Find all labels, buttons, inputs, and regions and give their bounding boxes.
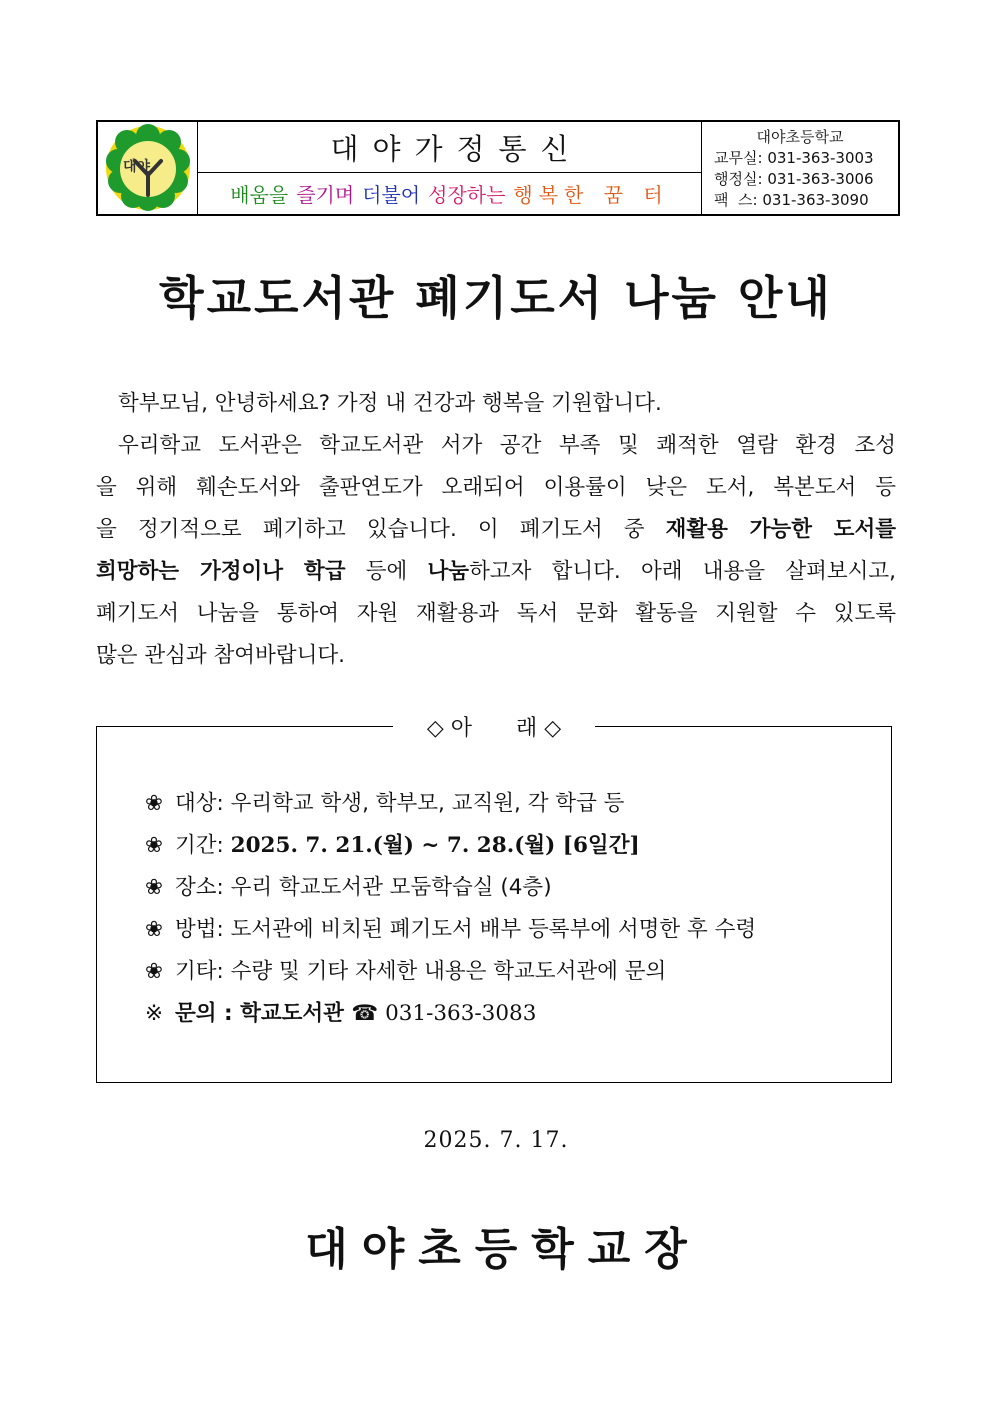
newsletter-header bbox=[96, 120, 900, 216]
contact-row: 행정실: 031-363-3006 bbox=[714, 170, 874, 188]
inquiry-phone: 031-363-3083 bbox=[385, 1001, 537, 1026]
contact-row: 교무실: 031-363-3003 bbox=[714, 149, 874, 167]
contact-info bbox=[702, 122, 898, 214]
motto-word-1: 배움을 bbox=[230, 183, 289, 207]
newsletter-title: 대야가정통신 bbox=[198, 122, 701, 173]
paragraph-line: 희망하는 가정이나 학급 등에 나눔하고자 합니다. 아래 내용을 살펴보시고, bbox=[96, 559, 896, 584]
phone-number: 031-363-3003 bbox=[767, 149, 874, 167]
school-name: 대야초등학교 bbox=[756, 128, 844, 146]
greeting: 학부모님, 안녕하세요? 가정 내 건강과 행복을 기원합니다. bbox=[118, 391, 662, 416]
list-item: ❀ 방법: 도서관에 비치된 폐기도서 배부 등록부에 서명한 후 수령 bbox=[145, 909, 756, 951]
flower-bullet-icon: ❀ bbox=[145, 875, 164, 900]
flower-bullet-icon: ❀ bbox=[145, 833, 164, 858]
list-item: ❀ 기간: 2025. 7. 21.(월) ~ 7. 28.(월) [6일간] bbox=[145, 825, 756, 867]
signature: 대야초등학교장 bbox=[305, 1224, 701, 1275]
paragraph-line: 많은 관심과 참여바랍니다. bbox=[96, 643, 345, 668]
fax-number: 031-363-3090 bbox=[762, 191, 869, 209]
header-title-cell bbox=[198, 122, 702, 214]
paragraph-line: 을 위해 훼손도서와 출판연도가 오래되어 이용률이 낮은 도서, 복본도서 등 bbox=[96, 475, 896, 500]
logo-text: 대야 bbox=[122, 159, 150, 175]
contact-row: 팩 스: 031-363-3090 bbox=[714, 191, 869, 209]
notice-list bbox=[145, 783, 756, 1035]
notice-label: ◇ 아 래 ◇ bbox=[97, 711, 891, 742]
flower-bullet-icon: ❀ bbox=[145, 917, 164, 942]
list-item: ❀ 기타: 수량 및 기타 자세한 내용은 학교도서관에 문의 bbox=[145, 951, 756, 993]
motto-word-5: 행복한 꿈 터 bbox=[513, 183, 669, 207]
school-motto bbox=[198, 173, 701, 214]
reference-mark-icon: ※ bbox=[145, 1001, 164, 1026]
school-logo bbox=[98, 122, 198, 214]
motto-word-3: 더불어 bbox=[362, 183, 421, 207]
paragraph-line: 우리학교 도서관은 학교도서관 서가 공간 부족 및 쾌적한 열람 환경 조성 bbox=[118, 433, 896, 458]
flower-bullet-icon: ❀ bbox=[145, 959, 164, 984]
document-date: 2025. 7. 17. bbox=[423, 1128, 569, 1153]
flower-bullet-icon: ❀ bbox=[145, 791, 164, 816]
list-item: ❀ 대상: 우리학교 학생, 학부모, 교직원, 각 학급 등 bbox=[145, 783, 756, 825]
list-item: ❀ 장소: 우리 학교도서관 모둠학습실 (4층) bbox=[145, 867, 756, 909]
motto-word-2: 즐기며 bbox=[296, 183, 355, 207]
motto-word-4: 성장하는 bbox=[428, 183, 506, 207]
page-title: 학교도서관 폐기도서 나눔 안내 bbox=[159, 271, 833, 325]
paragraph-line: 을 정기적으로 폐기하고 있습니다. 이 폐기도서 중 재활용 가능한 도서를 bbox=[96, 517, 896, 542]
inquiry-line: ※ 문의 : 학교도서관 ☎ 031-363-3083 bbox=[145, 993, 756, 1035]
phone-number: 031-363-3006 bbox=[767, 170, 874, 188]
notice-box bbox=[96, 716, 892, 1083]
paragraph-line: 폐기도서 나눔을 통하여 자원 재활용과 독서 문화 활동을 지원할 수 있도록 bbox=[96, 601, 896, 626]
tree-logo-icon bbox=[103, 123, 193, 213]
body-text bbox=[96, 383, 896, 677]
